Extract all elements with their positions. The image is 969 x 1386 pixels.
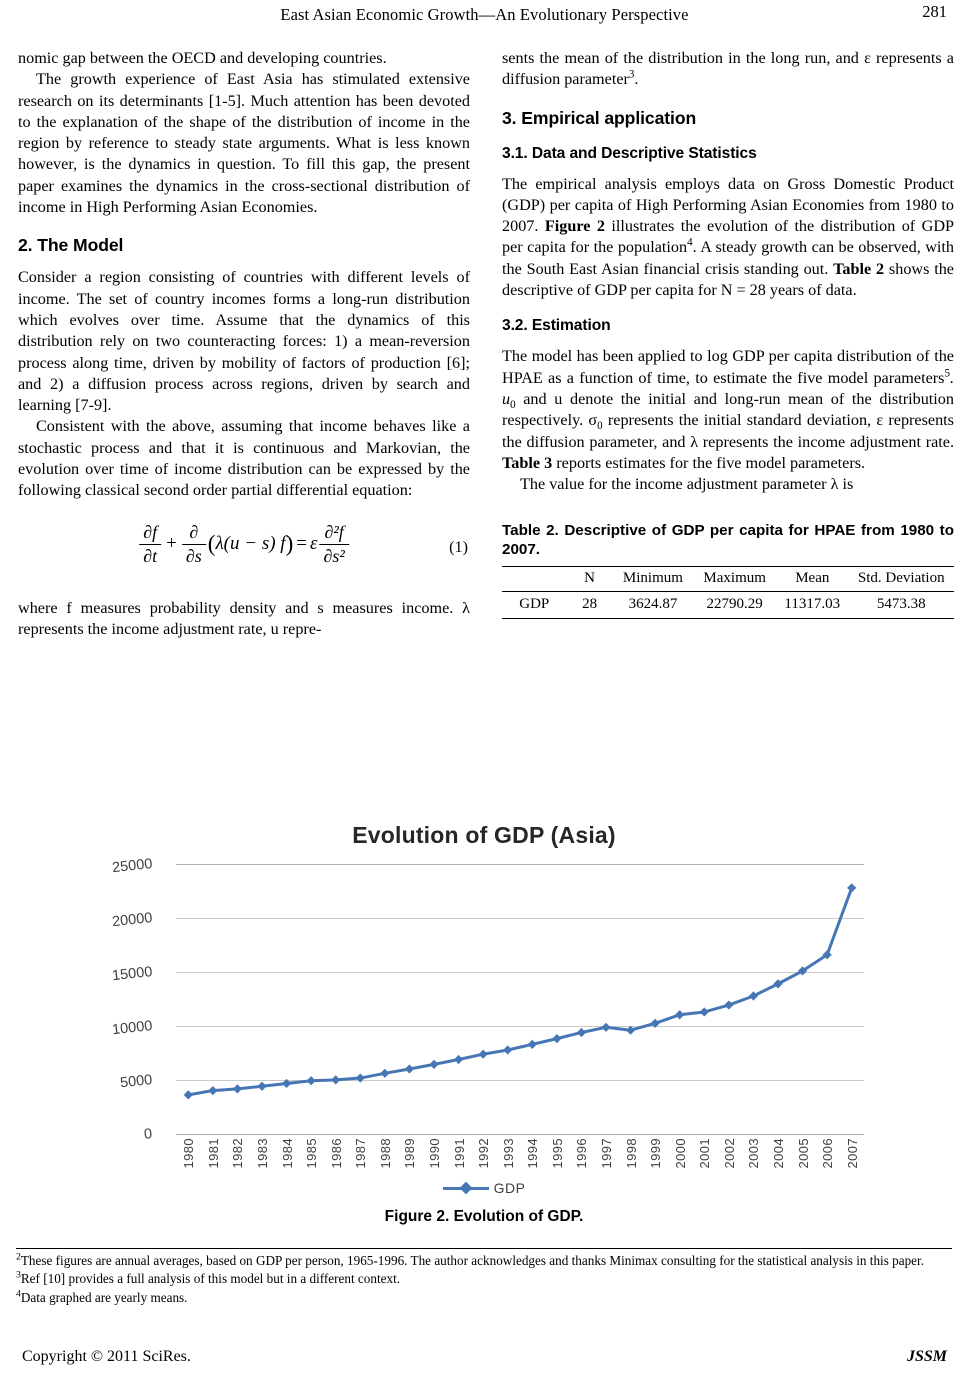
partial-partial-s: $\frac{\partial}{\partial s}$ bbox=[182, 522, 206, 567]
chart-data-point-marker bbox=[356, 1073, 365, 1082]
equation-body bbox=[137, 522, 351, 567]
chart-data-point-marker bbox=[257, 1082, 266, 1091]
y-axis-tick-label: 10000 bbox=[111, 1018, 153, 1039]
col-header-mean: Mean bbox=[795, 570, 830, 587]
paragraph-model-applied: The model has been applied to log GDP per capita distribution of the HPAE as a function of time, to estimate the five model parameters$^5$. $u_0$ and u denote the initial and long-run mean of the distribution respectively. $\sigma_0$ represents the initial standard deviation, ε represents the diffusion parameter, and λ represents the income adjustment rate. Table 3 reports estimates for the five model parameters. bbox=[502, 347, 954, 472]
x-axis-tick-label: 2002 bbox=[721, 1138, 737, 1169]
x-axis-tick-label: 1990 bbox=[427, 1138, 442, 1169]
close-paren: ) bbox=[285, 531, 294, 557]
table-2-caption: Table 2. Descriptive of GDP per capita for HPAE from 1980 to 2007. bbox=[502, 522, 954, 559]
heading-estimation: 3.2. Estimation bbox=[502, 317, 611, 335]
footnote-text: These figures are annual averages, based on GDP per person, 1965-1996. The author acknowledges and thanks Minimax consulting for the statistical analysis in this paper. bbox=[20, 1253, 924, 1268]
page-number: 281 bbox=[922, 2, 947, 21]
chart-data-point-marker bbox=[700, 1007, 709, 1016]
y-axis-tick-label: 25000 bbox=[111, 856, 153, 877]
x-axis-tick-label: 1997 bbox=[599, 1138, 614, 1169]
chart-data-point-marker bbox=[503, 1045, 512, 1054]
chart-data-point-marker bbox=[626, 1026, 635, 1035]
col-header-maximum: Maximum bbox=[703, 570, 766, 587]
table-2-reference: Table 2 bbox=[833, 259, 885, 278]
diamond-marker-icon bbox=[459, 1182, 472, 1195]
chart-data-point-marker bbox=[724, 1000, 733, 1009]
footnote-ref-3: 3 bbox=[628, 68, 635, 81]
chart-data-point-marker bbox=[307, 1076, 316, 1085]
footnote-item bbox=[16, 1252, 956, 1269]
chart-plot-area bbox=[176, 864, 864, 1134]
col-header-n: N bbox=[584, 570, 595, 587]
x-axis-tick-label: 1988 bbox=[377, 1138, 393, 1169]
x-axis-tick-label: 2005 bbox=[795, 1138, 811, 1169]
chart-data-point-marker bbox=[651, 1019, 660, 1028]
chart-data-point-marker bbox=[233, 1084, 242, 1093]
equals-operator: = bbox=[296, 533, 307, 555]
two-column-body bbox=[18, 48, 954, 640]
footnote-ref-4: 4 bbox=[687, 237, 693, 250]
col-header-blank bbox=[502, 567, 567, 592]
chart-data-point-marker bbox=[528, 1040, 537, 1049]
chart-line-gdp bbox=[188, 888, 851, 1095]
x-axis-tick-label: 1981 bbox=[205, 1138, 221, 1169]
second-partial-f-partial-s2: $\frac{\text{∂²f}}{\text{∂s²}}$ bbox=[319, 522, 348, 567]
x-axis-tick-label: 1989 bbox=[402, 1138, 418, 1169]
paragraph-where-f-measures: where f measures probability density and s measures income. λ represents the income adjustment rate, u repre- bbox=[18, 598, 470, 638]
x-axis-tick-label: 1991 bbox=[451, 1138, 467, 1169]
running-head-title: East Asian Economic Growth—An Evolutionary Perspective bbox=[280, 5, 689, 24]
col-header-std-deviation: Std. Deviation bbox=[857, 570, 945, 587]
footnote-marker: 2 bbox=[16, 1251, 21, 1263]
x-axis-tick-label: 1999 bbox=[648, 1138, 664, 1169]
chart-series-layer bbox=[176, 864, 864, 1134]
chart-data-point-marker bbox=[208, 1086, 217, 1095]
cell-n: 28 bbox=[582, 596, 598, 613]
footnote-item bbox=[16, 1289, 956, 1306]
chart-gridline bbox=[176, 1134, 864, 1135]
x-axis-tick-label: 1985 bbox=[304, 1138, 320, 1169]
chart-data-point-marker bbox=[429, 1060, 438, 1069]
y-axis-tick-label: 5000 bbox=[119, 1072, 153, 1092]
x-axis-tick-label: 1980 bbox=[181, 1138, 197, 1169]
paragraph-growth-experience: The growth experience of East Asia has stimulated extensive research on its determinants [1-5]. Much attention has been devoted to the explanation of the shape of the distribution of income in the region by reference to steady state arguments. What is less known however, is the dynamics in question. To fill this gap, the present paper examines the dynamics in the cross-sectional distribution of income in High Performing Asian Economies. bbox=[18, 70, 470, 217]
x-axis-tick-label: 2001 bbox=[697, 1138, 713, 1169]
legend-line-swatch bbox=[443, 1187, 489, 1190]
legend-label-gdp: GDP bbox=[493, 1180, 526, 1196]
cell-std-deviation: 5473.38 bbox=[876, 596, 926, 613]
x-axis-tick-label: 2006 bbox=[820, 1138, 836, 1169]
chart-data-point-marker bbox=[601, 1023, 610, 1032]
x-axis-tick-label: 2004 bbox=[771, 1138, 786, 1169]
chart-legend bbox=[16, 1180, 952, 1196]
right-column bbox=[502, 48, 954, 619]
paragraph-consider-region: Consider a region consisting of countries with different levels of income. The set of country incomes forms a long-run distribution which evolves over time. Assume that the dynamics of this distribution rely on two counteracting forces: 1) a mean-reversion process along time, driven by mobility of factors of production [6]; and 2) a diffusion process across regions, driven by search and learning [7-9]. bbox=[18, 268, 470, 415]
col-header-minimum: Minimum bbox=[622, 570, 683, 587]
plus-operator: + bbox=[166, 533, 177, 555]
open-paren: ( bbox=[207, 531, 216, 557]
paragraph-value-income-adjustment: The value for the income adjustment parameter λ is bbox=[520, 475, 854, 494]
footnote-text: Ref [10] provides a full analysis of this model but in a different context. bbox=[20, 1271, 401, 1287]
heading-the-model: 2. The Model bbox=[18, 235, 124, 256]
chart-data-point-marker bbox=[577, 1028, 586, 1037]
paragraph-consistent: Consistent with the above, assuming that income behaves like a stochastic process and that it is continuous and Markovian, the evolution over time of income distribution can be expressed by the following classical second order partial differential equation: bbox=[18, 417, 470, 500]
x-axis-tick-label: 1998 bbox=[623, 1138, 639, 1169]
x-axis-tick-label: 2007 bbox=[844, 1138, 860, 1169]
y-axis-tick-label: 20000 bbox=[111, 910, 153, 931]
x-axis-tick-label: 1992 bbox=[476, 1138, 492, 1169]
left-column bbox=[18, 48, 470, 640]
chart-title: Evolution of GDP (Asia) bbox=[352, 822, 616, 848]
y-axis-labels bbox=[16, 856, 168, 1143]
chart-data-point-marker bbox=[454, 1055, 463, 1064]
copyright-text: Copyright © 2011 SciRes. bbox=[22, 1348, 191, 1365]
chart-data-point-marker bbox=[847, 883, 856, 892]
figure-caption: Figure 2. Evolution of GDP. bbox=[384, 1208, 584, 1225]
equation-1 bbox=[18, 518, 470, 584]
figure-2 bbox=[16, 818, 952, 1226]
chart-data-point-marker bbox=[184, 1090, 193, 1099]
figure-2-reference: Figure 2 bbox=[544, 217, 605, 236]
footnote-item bbox=[16, 1270, 956, 1287]
x-axis-tick-label: 2003 bbox=[746, 1138, 762, 1169]
y-axis-tick-label: 15000 bbox=[111, 964, 153, 985]
footnote-marker: 3 bbox=[16, 1270, 21, 1282]
x-axis-tick-label: 1996 bbox=[574, 1138, 590, 1169]
paragraph-empirical-analysis: The empirical analysis employs data on Gross Domestic Product (GDP) per capita of High Performing Asian Economies from 1980 to 2007. Figure 2 illustrates the evolution of the distribution of GDP per capita for the population$^4$. A steady growth can be observed, with the South East Asian financial crisis standing out. Table 2 shows the descriptive of GDP per capita for N = 28 years of data. bbox=[502, 174, 955, 300]
x-axis-tick-label: 1984 bbox=[279, 1138, 295, 1169]
heading-empirical-application: 3. Empirical application bbox=[502, 107, 697, 128]
paragraph-sents-mean: sents the mean of the distribution in the long run, and ε represents a diffusion parameter$^3$. bbox=[502, 49, 954, 89]
cell-mean: 11317.03 bbox=[784, 596, 841, 613]
table-2-body bbox=[502, 592, 954, 619]
lambda-u-minus-s-f: λ(u − s) f bbox=[215, 533, 286, 555]
x-axis-tick-label: 1982 bbox=[230, 1138, 246, 1169]
partial-f-partial-t: $\frac{\partial f}{\partial t}$ bbox=[139, 522, 161, 567]
chart-data-point-marker bbox=[675, 1010, 684, 1019]
footnote-text: Data graphed are yearly means. bbox=[20, 1289, 188, 1305]
chart-data-point-marker bbox=[552, 1034, 561, 1043]
chart-data-point-marker bbox=[282, 1079, 291, 1088]
footnote-marker: 4 bbox=[16, 1288, 21, 1300]
cell-row-label: GDP bbox=[519, 596, 550, 613]
chart-data-point-marker bbox=[380, 1069, 389, 1078]
table-2-head bbox=[502, 567, 954, 592]
heading-data-descriptive-statistics: 3.1. Data and Descriptive Statistics bbox=[502, 144, 757, 162]
table-3-reference: Table 3 bbox=[502, 453, 553, 472]
cell-minimum: 3624.87 bbox=[628, 596, 678, 613]
x-axis-tick-label: 2000 bbox=[672, 1138, 688, 1169]
footnote-ref-5: 5 bbox=[944, 367, 950, 380]
x-axis-tick-label: 1993 bbox=[500, 1138, 516, 1169]
page-footer bbox=[22, 1348, 947, 1366]
x-axis-tick-label: 1994 bbox=[525, 1138, 541, 1169]
paragraph-continued: nomic gap between the OECD and developing countries. bbox=[18, 49, 387, 67]
x-axis-tick-label: 1995 bbox=[549, 1138, 565, 1169]
cell-maximum: 22790.29 bbox=[706, 596, 763, 613]
footnotes-block bbox=[16, 1252, 956, 1307]
table-header-row bbox=[502, 567, 954, 592]
table-row bbox=[502, 592, 954, 619]
chart-data-point-marker bbox=[479, 1050, 488, 1059]
x-axis-tick-label: 1987 bbox=[353, 1138, 369, 1169]
x-axis-tick-label: 1983 bbox=[255, 1138, 270, 1169]
running-head bbox=[0, 0, 969, 30]
x-axis-tick-label: 1986 bbox=[328, 1138, 344, 1169]
gdp-evolution-chart bbox=[16, 818, 952, 1196]
footnote-separator-rule bbox=[16, 1248, 952, 1249]
epsilon-symbol: ε bbox=[309, 533, 318, 555]
chart-data-point-marker bbox=[331, 1075, 340, 1084]
y-axis-tick-label: 0 bbox=[143, 1126, 153, 1143]
table-2 bbox=[502, 566, 954, 619]
chart-data-point-marker bbox=[405, 1064, 414, 1073]
equation-number: (1) bbox=[449, 537, 468, 556]
journal-abbreviation: JSSM bbox=[906, 1348, 947, 1365]
